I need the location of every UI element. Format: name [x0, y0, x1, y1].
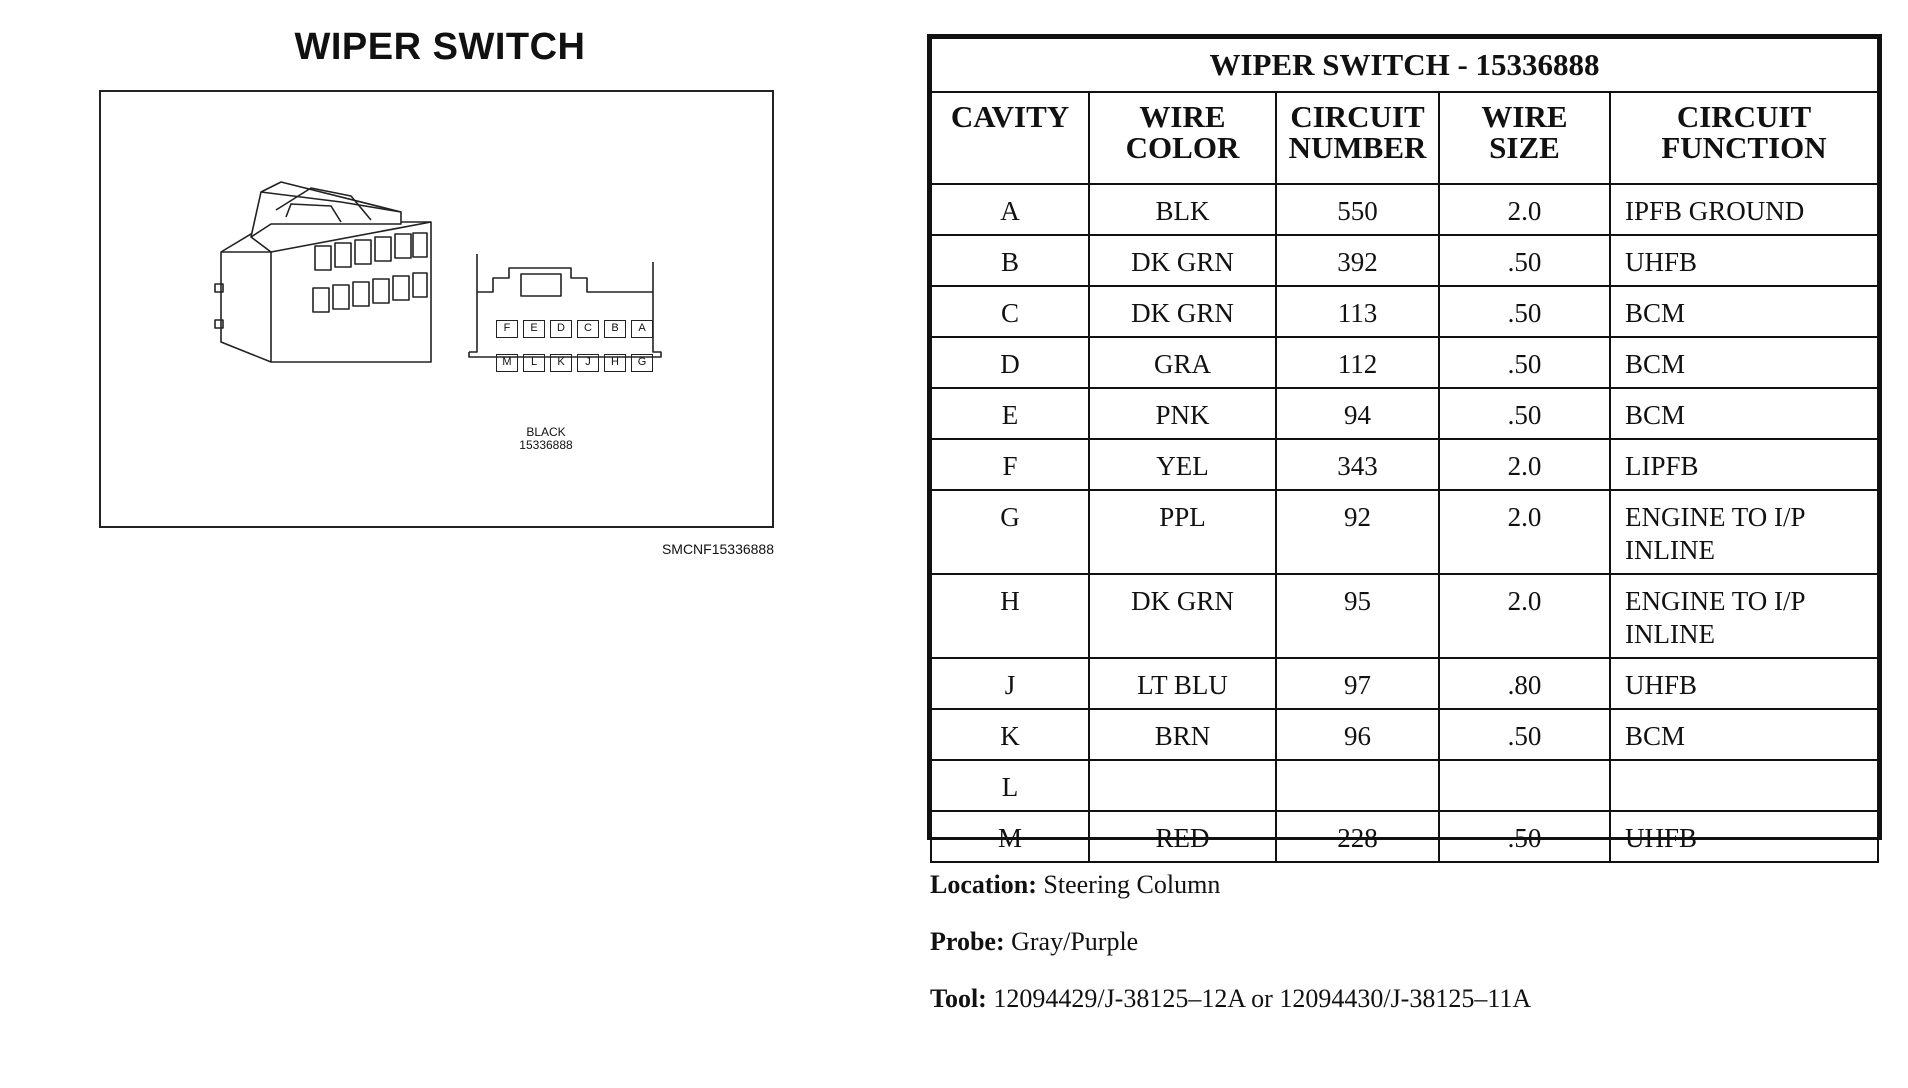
table-row: [931, 811, 1878, 862]
circuit-function-line: INLINE: [1625, 619, 1715, 649]
circuit-function-line: INLINE: [1625, 535, 1715, 565]
cavity-label-e: E: [523, 320, 545, 338]
table-row: [931, 574, 1878, 658]
connector-isometric-view: [215, 182, 431, 362]
connector-face-view: [469, 254, 661, 357]
circuit-function-line: BCM: [1625, 349, 1686, 379]
cavity-grid-top: [496, 320, 653, 338]
location-label: Location:: [930, 870, 1037, 899]
circuit-function-cell: [1610, 388, 1878, 439]
header-wire-color: WIRE COLOR: [1089, 92, 1276, 184]
cavity-label-l: L: [523, 354, 545, 372]
table-row: [931, 439, 1878, 490]
cavity-label-m: M: [496, 354, 518, 372]
cavity-cell: K: [931, 709, 1089, 760]
circuit-function-cell: [1610, 490, 1878, 574]
circuit-function-line: BCM: [1625, 721, 1686, 751]
wire-color-cell: [1089, 760, 1276, 811]
connector-part-number: 15336888: [519, 438, 573, 452]
wire-size-cell: .50: [1439, 811, 1610, 862]
cavity-label-h: H: [604, 354, 626, 372]
circuit-number-cell: 550: [1276, 184, 1439, 235]
cavity-cell: B: [931, 235, 1089, 286]
circuit-number-cell: 112: [1276, 337, 1439, 388]
circuit-number-cell: 92: [1276, 490, 1439, 574]
circuit-function-line: ENGINE TO I/P: [1625, 502, 1806, 532]
circuit-function-line: BCM: [1625, 298, 1686, 328]
circuit-number-cell: 96: [1276, 709, 1439, 760]
wire-color-cell: GRA: [1089, 337, 1276, 388]
header-wire-size: WIRE SIZE: [1439, 92, 1610, 184]
connector-color-label: BLACK: [526, 425, 566, 439]
cavity-grid-bottom: [496, 354, 653, 372]
wire-color-cell: YEL: [1089, 439, 1276, 490]
header-cavity: CAVITY: [931, 92, 1089, 184]
table-row: [931, 235, 1878, 286]
circuit-number-cell: 95: [1276, 574, 1439, 658]
cavity-label-f: F: [496, 320, 518, 338]
circuit-function-line: IPFB GROUND: [1625, 196, 1805, 226]
cavity-cell: G: [931, 490, 1089, 574]
connector-diagram: [99, 90, 774, 528]
wire-color-cell: DK GRN: [1089, 286, 1276, 337]
wire-size-cell: .50: [1439, 388, 1610, 439]
wire-color-cell: LT BLU: [1089, 658, 1276, 709]
cavity-cell: J: [931, 658, 1089, 709]
circuit-number-cell: 94: [1276, 388, 1439, 439]
circuit-function-cell: [1610, 235, 1878, 286]
cavity-cell: L: [931, 760, 1089, 811]
cavity-cell: A: [931, 184, 1089, 235]
circuit-function-cell: [1610, 760, 1878, 811]
cavity-label-k: K: [550, 354, 572, 372]
wire-size-cell: [1439, 760, 1610, 811]
table-header-row: [931, 92, 1878, 184]
cavity-label-c: C: [577, 320, 599, 338]
circuit-function-line: LIPFB: [1625, 451, 1699, 481]
location-value: Steering Column: [1043, 870, 1221, 899]
circuit-number-cell: [1276, 760, 1439, 811]
probe-label: Probe:: [930, 927, 1005, 956]
probe-note: [930, 927, 1138, 957]
table-row: [931, 709, 1878, 760]
cavity-cell: D: [931, 337, 1089, 388]
cavity-label-a: A: [631, 320, 653, 338]
circuit-function-line: ENGINE TO I/P: [1625, 586, 1806, 616]
table-row: [931, 388, 1878, 439]
circuit-function-line: UHFB: [1625, 670, 1698, 700]
circuit-number-cell: 228: [1276, 811, 1439, 862]
table-row: [931, 184, 1878, 235]
diagram-title: WIPER SWITCH: [294, 26, 586, 68]
tool-label: Tool:: [930, 984, 987, 1013]
wire-color-cell: BRN: [1089, 709, 1276, 760]
circuit-number-cell: 97: [1276, 658, 1439, 709]
wire-color-cell: PPL: [1089, 490, 1276, 574]
circuit-function-line: UHFB: [1625, 823, 1698, 853]
circuit-function-line: BCM: [1625, 400, 1686, 430]
probe-value: Gray/Purple: [1011, 927, 1139, 956]
cavity-label-d: D: [550, 320, 572, 338]
circuit-number-cell: 113: [1276, 286, 1439, 337]
table-title: WIPER SWITCH - 15336888: [931, 38, 1878, 92]
circuit-number-cell: 343: [1276, 439, 1439, 490]
tool-note: [930, 984, 1531, 1014]
cavity-cell: M: [931, 811, 1089, 862]
cavity-label-b: B: [604, 320, 626, 338]
wire-color-cell: PNK: [1089, 388, 1276, 439]
cavity-label-j: J: [577, 354, 599, 372]
table-row: [931, 337, 1878, 388]
wire-size-cell: .50: [1439, 709, 1610, 760]
wire-color-cell: DK GRN: [1089, 574, 1276, 658]
cavity-cell: H: [931, 574, 1089, 658]
wire-color-cell: RED: [1089, 811, 1276, 862]
table-body: [931, 184, 1878, 862]
circuit-function-cell: [1610, 439, 1878, 490]
figure-code: SMCNF15336888: [661, 541, 774, 557]
pinout-table: [927, 34, 1882, 853]
circuit-number-cell: 392: [1276, 235, 1439, 286]
tool-value: 12094429/J-38125–12A or 12094430/J-38125–11A: [993, 984, 1532, 1013]
circuit-function-cell: [1610, 658, 1878, 709]
header-circuit-function: CIRCUIT FUNCTION: [1610, 92, 1878, 184]
circuit-function-cell: [1610, 337, 1878, 388]
wire-color-cell: BLK: [1089, 184, 1276, 235]
wire-size-cell: .80: [1439, 658, 1610, 709]
circuit-function-cell: [1610, 286, 1878, 337]
cavity-cell: F: [931, 439, 1089, 490]
wire-size-cell: 2.0: [1439, 439, 1610, 490]
wire-size-cell: 2.0: [1439, 490, 1610, 574]
cavity-cell: E: [931, 388, 1089, 439]
cavity-label-g: G: [631, 354, 653, 372]
circuit-function-cell: [1610, 811, 1878, 862]
location-note: [930, 870, 1220, 900]
circuit-function-line: UHFB: [1625, 247, 1698, 277]
connector-drawing: [101, 92, 772, 526]
wire-size-cell: .50: [1439, 286, 1610, 337]
wire-size-cell: 2.0: [1439, 184, 1610, 235]
table-row: [931, 760, 1878, 811]
table-row: [931, 286, 1878, 337]
circuit-function-cell: [1610, 574, 1878, 658]
circuit-function-cell: [1610, 184, 1878, 235]
wire-size-cell: .50: [1439, 235, 1610, 286]
wire-color-cell: DK GRN: [1089, 235, 1276, 286]
circuit-function-cell: [1610, 709, 1878, 760]
header-circuit-number: CIRCUIT NUMBER: [1276, 92, 1439, 184]
wire-size-cell: 2.0: [1439, 574, 1610, 658]
table-row: [931, 658, 1878, 709]
wire-size-cell: .50: [1439, 337, 1610, 388]
table-row: [931, 490, 1878, 574]
cavity-cell: C: [931, 286, 1089, 337]
